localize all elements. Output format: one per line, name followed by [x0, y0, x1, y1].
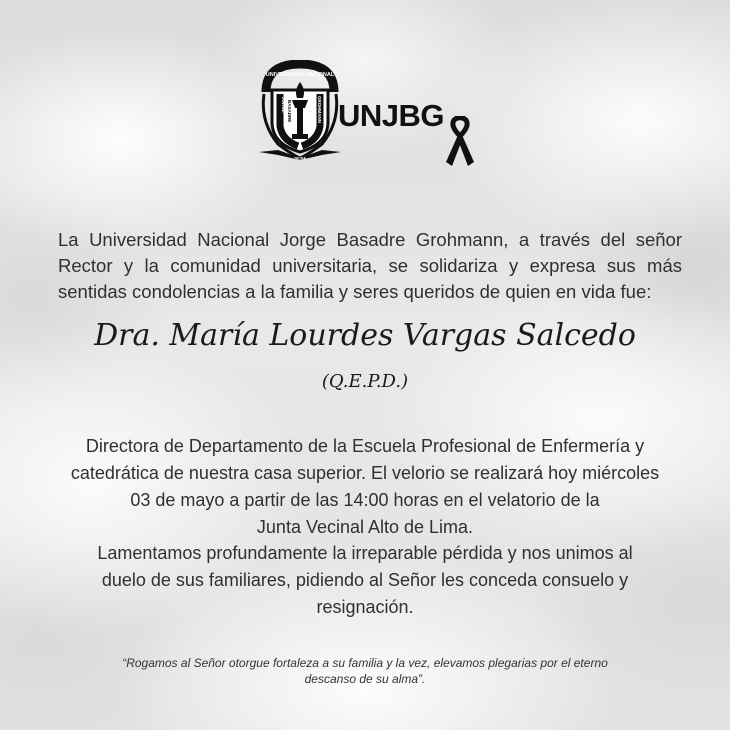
university-seal [258, 60, 342, 160]
details-paragraph [30, 433, 700, 541]
lament-paragraph [30, 540, 700, 621]
lament-line: Lamentamos profundamente la irreparable pérdida y nos unimos al [97, 543, 633, 563]
qepd-label: (Q.E.P.D.) [321, 371, 409, 392]
seal-mid-text: BASADRE [287, 100, 292, 123]
university-acronym: UNJBG [338, 98, 445, 133]
details-line: 03 de mayo a partir de las 14:00 horas en el velatorio de la [130, 490, 600, 510]
seal-ring-text: UNIVERSIDAD NACIONAL [265, 72, 335, 78]
lament-line: resignación. [316, 597, 414, 617]
mourning-ribbon-icon [444, 116, 476, 168]
details-line: catedrática de nuestra casa superior. El velorio se realizará hoy miércoles [70, 463, 660, 483]
details-line: Junta Vecinal Alto de Lima. [256, 517, 474, 537]
intro-paragraph: La Universidad Nacional Jorge Basadre Grohmann, a través del señor Rector y la comunidad universitaria, se solidariza y expresa sus más sentidas condolencias a la familia y seres queridos de quien en vida fue: [58, 228, 682, 302]
lament-line: duelo de sus familiares, pidiendo al Señor les conceda consuelo y [101, 570, 629, 590]
details-line: Directora de Departamento de la Escuela Profesional de Enfermería y [85, 436, 645, 456]
seal-left-text: JORGE [281, 97, 286, 113]
university-logo [258, 60, 478, 166]
deceased-name: Dra. María Lourdes Vargas Salcedo [94, 318, 636, 353]
closing-quote [60, 655, 670, 687]
closing-quote-line: descanso de su alma”. [304, 672, 426, 686]
seal-bottom-text: TACNA [294, 156, 306, 160]
seal-right-text: GROHMANN [317, 96, 322, 123]
closing-quote-line: “Rogamos al Señor otorgue fortaleza a su familia y la vez, elevamos plegarias por el eterno [122, 656, 608, 670]
